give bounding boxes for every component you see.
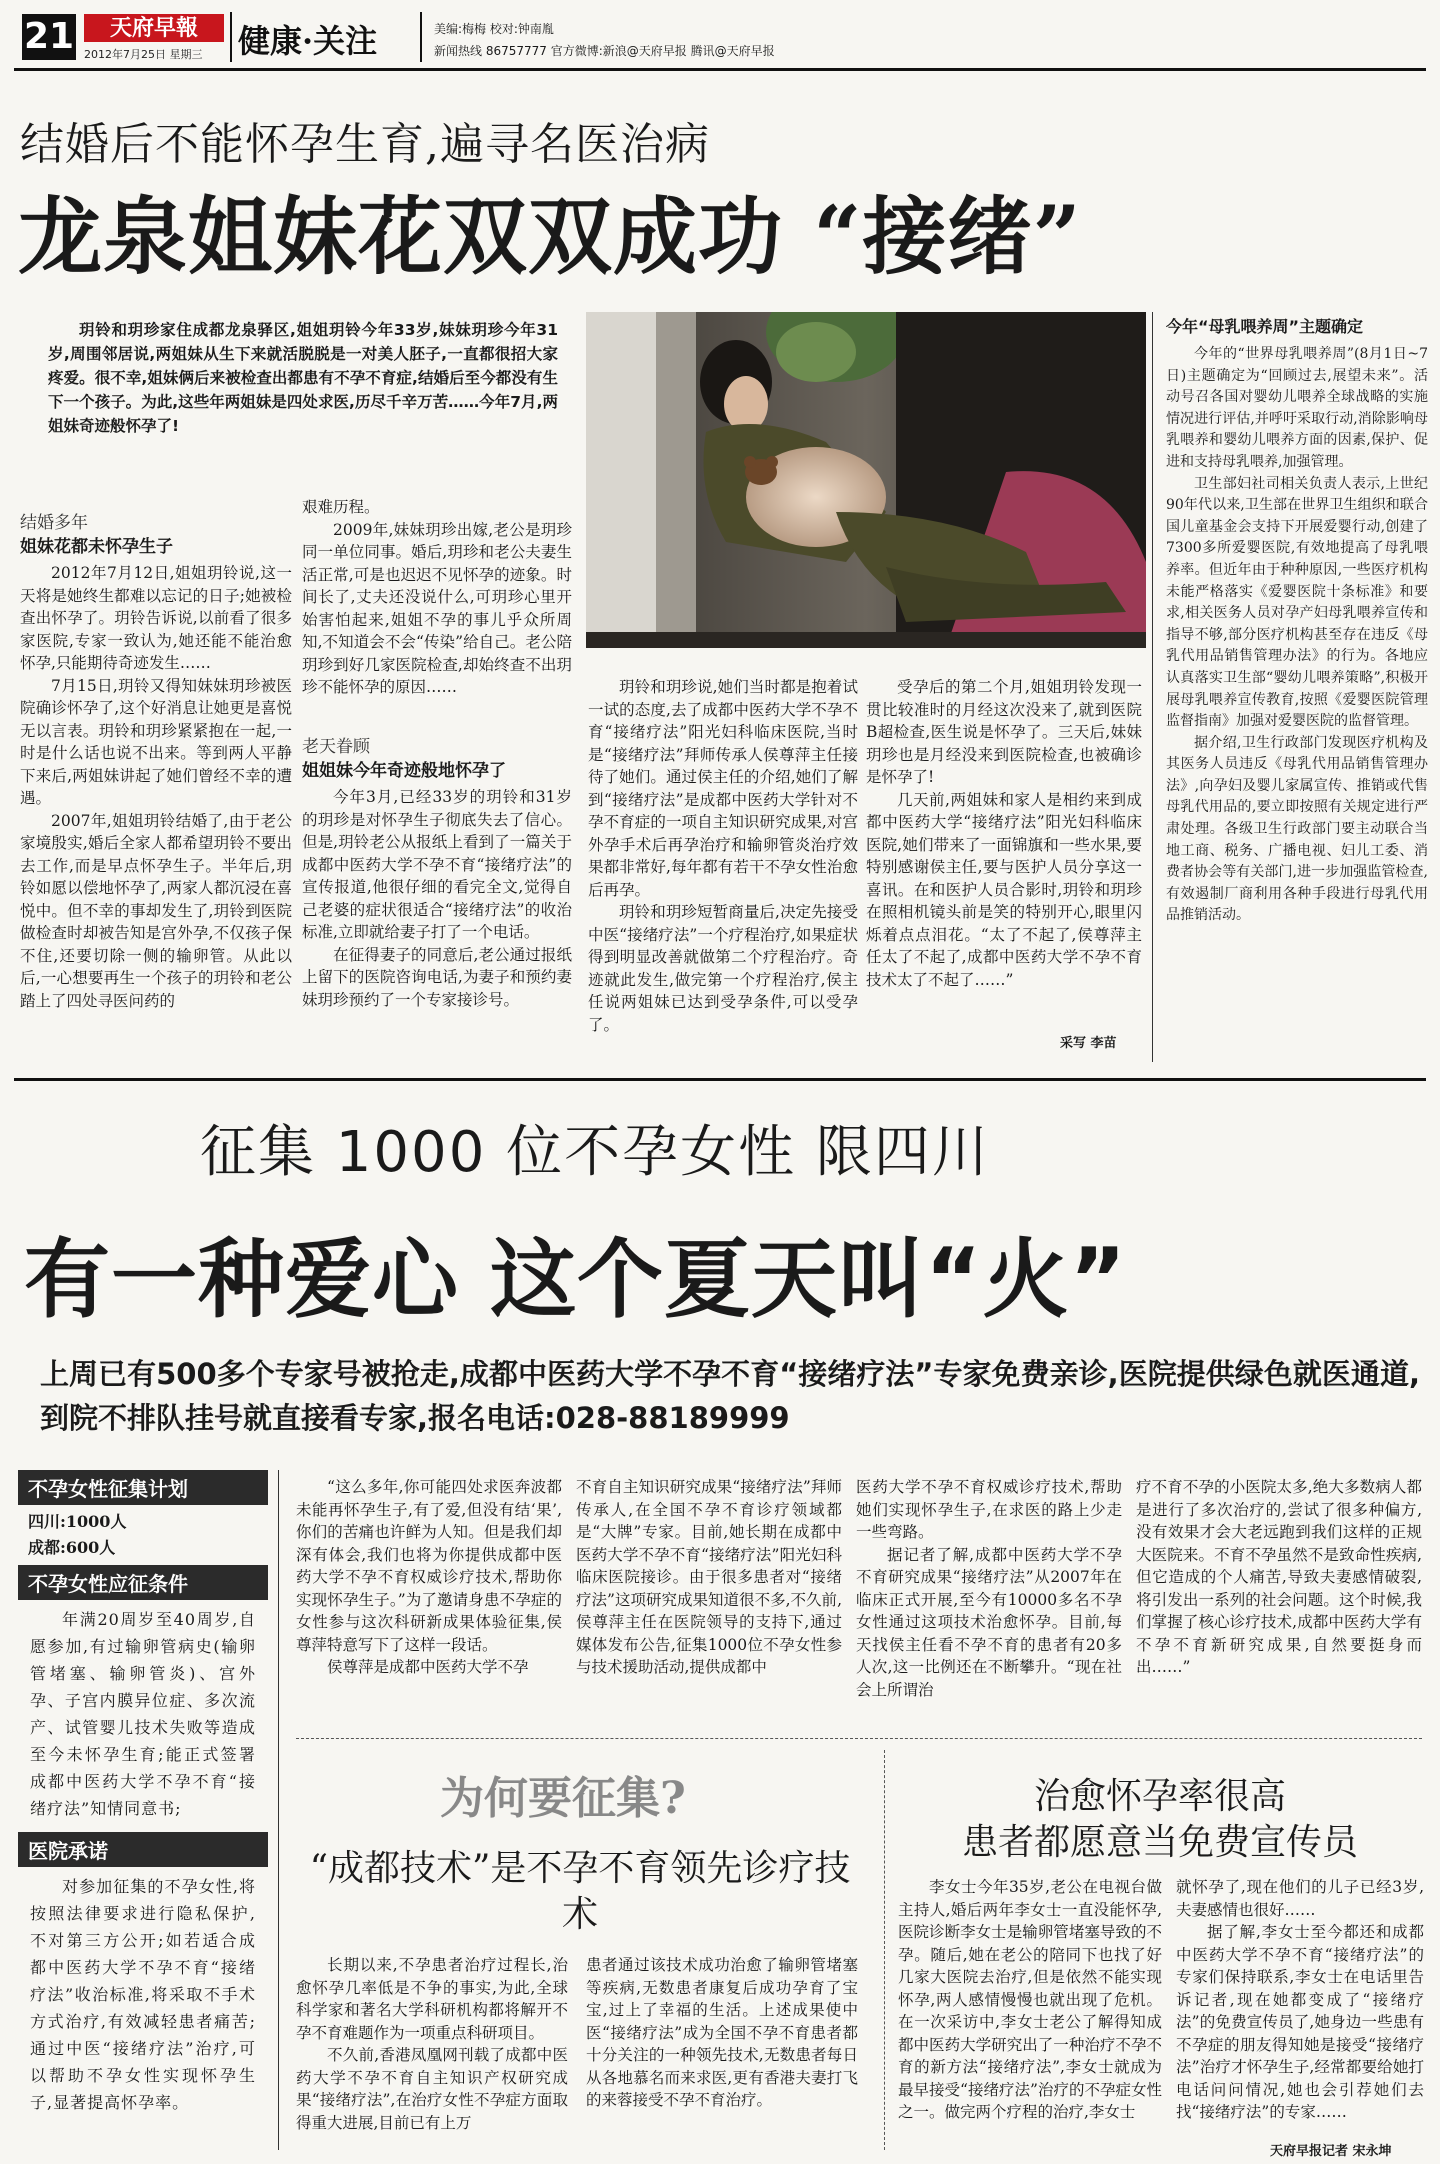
column-divider [278,1470,279,2150]
section-title: 健康·关注 [238,22,378,60]
article-headline: 龙泉姐妹花双双成功 “接绪” [18,187,1082,286]
why-subtitle: “成都技术”是不孕不育领先诊疗技术 [309,1848,851,1935]
sidebar-title: 今年“母乳喂养周”主题确定 [1166,317,1364,336]
paragraph: 卫生部妇社司相关负责人表示,上世纪90年代以来,卫生部在世界卫生组织和联合国儿童基金会支持下开展爱婴行动,创建了7300多所爱婴医院,有效地提高了母乳喂养率。但近年由于种种原因,一些医疗机构未能严格落实《爱婴医院十条标准》和要求,相关医务人员对孕产妇母乳喂养宣传和指导不够,部分医疗机构甚至存在违反《母乳代用品销售管理办法》的行为。各地应认真落实卫生部“婴幼儿喂养策略”,积极开展母乳喂养宣传教育,按照《爱婴医院管理监督指南》加强对爱婴医院的监督管理。 [1166,475,1428,730]
cure-title-line: 治愈怀孕率很高 [1033,1776,1286,1817]
paragraph: 受孕后的第二个月,姐姐玥铃发现一贯比较准时的月经这次没来了,就到医院B超检查,医生说是怀孕了。三天后,妹妹玥珍也是月经没来到医院检查,也被确诊是怀孕了! [866,678,1142,786]
newspaper-logo: 天府早報 [84,14,224,42]
paragraph: 医药大学不孕不育权威诊疗技术,帮助她们实现怀孕生子,在求医的路上少走一些弯路。 [856,1478,1122,1541]
plan-box-title: 不孕女性征集计划 [18,1470,268,1505]
header-divider [230,12,232,62]
article-column [302,786,572,1011]
section-label: 结婚多年 [20,513,88,533]
sidebar-body [1166,344,1428,927]
section-rule [14,1078,1426,1081]
paragraph: 在征得妻子的同意后,老公通过报纸上留下的医院咨询电话,为妻子和预约妻妹玥珍预约了一个专家接诊号。 [302,945,572,1009]
paragraph: 今年3月,已经33岁的玥铃和31岁的玥珍是对怀孕生子彻底失去了信心。但是,玥铃老公从报纸上看到了一篇关于成都中医药大学不孕不育“接绪疗法”的宣传报道,他很仔细的看完全文,觉得自己老婆的症状很适合“接绪疗法”的收治标准,立即就给妻子打了一个电话。 [302,788,572,941]
paragraph: 2012年7月12日,姐姐玥铃说,这一天将是她终生都难以忘记的日子;她被检查出怀孕了。玥铃告诉说,以前看了很多家医院,专家一致认为,她还能不能治愈怀孕,只能期待奇迹发生…… [20,564,292,672]
paragraph: 不育自主知识研究成果“接绪疗法”拜师传承人,在全国不孕不育诊疗领域都是“大牌”专家。目前,她长期在成都中医药大学不孕不育“接绪疗法”阳光妇科临床医院接诊。由于很多患者对“接绪疗法”这项研究成果知道很不多,不久前,侯尊萍主任在医院领导的支持下,通过媒体发布公告,征集1000位不孕女性参与技术援助活动,提供成都中 [576,1478,842,1676]
paragraph: 患者通过该技术成功治愈了输卵管堵塞等疾病,无数患者康复后成功孕育了宝宝,过上了幸福的生活。上述成果使中医“接绪疗法”成为全国不孕不育患者都十分关注的一种领先技术,无数患者每日从各地慕名而来求医,更有香港夫妻打飞的来蓉接受不孕不育治疗。 [586,1956,858,2109]
article-column [20,562,292,1012]
news-hotline: 新闻热线 86757777 官方微博:新浪@天府早报 腾讯@天府早报 [434,44,775,58]
cure-column [1176,1876,1424,2124]
paragraph: 就怀孕了,现在他们的儿子已经3岁,夫妻感情也很好…… [1176,1878,1424,1919]
why-column [586,1954,858,2112]
paragraph: 7月15日,玥铃又得知妹妹玥珍被医院确诊怀孕了,这个好消息让她更是喜悦无以言表。玥铃和玥珍紧紧抱在一起,一时是什么话也说不出来。等到两人平静下来后,两姐妹讲起了她们曾经不幸的遭遇。 [20,676,292,807]
why-title: 为何要征集? [440,1773,686,1824]
byline: 天府早报记者 宋永坤 [1270,2144,1392,2159]
paragraph: 艰难历程。 [302,498,380,516]
conditions-box-title: 不孕女性应征条件 [18,1565,268,1600]
section-heading: 姐姐妹今年奇迹般地怀孕了 [302,761,506,781]
header-rule [14,68,1426,71]
recruit-sidebar [18,1470,268,2122]
paragraph: “这么多年,你可能四处求医奔波都未能再怀孕生子,有了爱,但没有结‘果’,你们的苦痛也许鲜为人知。但是我们却深有体会,我们也将为你提供成都中医药大学不孕不育权威诊疗技术,帮助你实现怀孕生子。”为了邀请身患不孕症的女性参与这次科研新成果体验征集,侯尊萍特意写下了这样一段话。 [296,1478,562,1654]
feature-kicker: 征集 1000 位不孕女性 限四川 [200,1120,990,1185]
editor-credits: 美编:梅梅 校对:钟南胤 [434,22,554,36]
column-divider [884,1750,885,2150]
plan-line: 四川:1000人 [28,1512,127,1531]
feature-column [296,1476,562,1679]
promise-box-title: 医院承诺 [18,1832,268,1867]
article-column [588,676,858,1036]
paragraph: 玥铃和玥珍短暂商量后,决定先接受中医“接绪疗法”一个疗程治疗,如果症状得到明显改善就做第二个疗程治疗。奇迹就此发生,做完第一个疗程治疗,侯主任说两姐妹已达到受孕条件,可以受孕了。 [588,903,858,1034]
article-column [866,676,1142,991]
header-divider [420,12,422,62]
page-header [14,6,1426,68]
paragraph: 2009年,妹妹玥珍出嫁,老公是玥珍同一单位同事。婚后,玥珍和老公夫妻生活正常,可是也迟迟不见怀孕的迹象。时间长了,丈夫还没说什么,可玥珍心里开始害怕起来,姐姐不孕的事儿乎众所周知,不知道会不会“传染”给自己。老公陪玥珍到好几家医院检查,却始终查不出玥珍不能怀孕的原因…… [302,520,572,696]
article-subtitle: 结婚后不能怀孕生育,遍寻名医治病 [20,119,710,170]
paragraph: 疗不育不孕的小医院太多,绝大多数病人都是进行了多次治疗的,尝试了很多种偏方,没有效果才会大老远跑到我们这样的正规大医院来。不育不孕虽然不是致命性疾病,但它造成的个人痛苦,导致夫妻感情破裂,将引发出一系列的社会问题。这个时候,我们掌握了核心诊疗技术,成都中医药大学有不孕不育新研究成果,自然要挺身而出……” [1136,1478,1422,1676]
plan-box-body [18,1505,268,1565]
why-column [296,1954,568,2134]
issue-date: 2012年7月25日 星期三 [84,48,203,61]
section-label: 老天眷顾 [302,737,370,757]
paragraph: 今年的“世界母乳喂养周”(8月1日~7日)主题确定为“回顾过去,展望未来”。活动号召各国对婴幼儿喂养全球战略的实施情况进行评估,并呼吁采取行动,消除影响母乳喂养和婴幼儿喂养方面的因素,保护、促进和支持母乳喂养,加强管理。 [1166,346,1428,470]
paragraph: 几天前,两姐妹和家人是相约来到成都中医药大学“接绪疗法”阳光妇科临床医院,她们带来了一面锦旗和一些水果,要特别感谢侯主任,要与医护人员分享这一喜讯。在和医护人员合影时,玥铃和玥珍在照相机镜头前是笑的特别开心,眼里闪烁着点点泪花。“太了不起了,侯尊萍主任太了不起了,成都中医药大学不孕不育技术太了不起了……” [866,790,1142,989]
feature-column [1136,1476,1422,1679]
paragraph: 李女士今年35岁,老公在电视台做主持人,婚后两年李女士一直没能怀孕,医院诊断李女士是输卵管堵塞导致的不孕。随后,她在老公的陪同下也找了好几家大医院去治疗,但是依然不能实现怀孕,两人感情慢慢也就出现了危机。在一次采访中,李女士老公了解得知成都中医药大学研究出了一种治疗不孕不育的新方法“接绪疗法”,李女士就成为最早接受“接绪疗法”治疗的不孕症女性之一。做完两个疗程的治疗,李女士 [898,1878,1162,2121]
feature-headline: 有一种爱心 这个夏天叫“火” [24,1230,1127,1330]
cure-column [898,1876,1162,2124]
page-number: 21 [22,14,76,60]
plan-line: 成都:600人 [28,1538,116,1557]
column-divider [1152,312,1153,1062]
cure-title [900,1774,1420,1866]
paragraph: 据介绍,卫生行政部门发现医疗机构及其医务人员违反《母乳代用品销售管理办法》,向孕妇及婴儿家属宣传、推销或代售母乳代用品的,要立即按照有关规定进行严肃处理。各级卫生行政部门要主动联合当地工商、税务、广播电视、妇儿工委、消费者协会等有关部门,进一步加强监管检查,有效遏制厂商利用各种手段进行母乳代用品推销活动。 [1166,734,1428,924]
article-lead: 玥铃和玥珍家住成都龙泉驿区,姐姐玥铃今年33岁,妹妹玥珍今年31岁,周围邻居说,两姐妹从生下来就活脱脱是一对美人胚子,一直都很招大家疼爱。很不幸,姐妹俩后来被检查出都患有不孕不育症,结婚后至今都没有生下一个孩子。为此,这些年两姐妹是四处求医,历尽千辛万苦……今年7月,两姐妹奇迹般怀孕了! [48,321,558,435]
paragraph: 2007年,姐姐玥铃结婚了,由于老公家境殷实,婚后全家人都希望玥铃不要出去工作,而是早点怀孕生子。半年后,玥铃如愿以偿地怀孕了,两家人都沉浸在喜悦中。但不幸的事却发生了,玥铃到医院做检查时却被告知是宫外孕,不仅孩子保不住,还要切除一侧的输卵管。从此以后,一心想要再生一个孩子的玥铃和老公踏上了四处寻医问药的 [20,811,292,1010]
promise-box-body: 对参加征集的不孕女性,将按照法律要求进行隐私保护,不对第三方公开;如若适合成都中医药大学不孕不育“接绪疗法”收治标准,将采取不手术方式治疗,有效减轻患者痛苦;通过中医“接绪疗法”治疗,可以帮助不孕女性实现怀孕生子,显著提高怀孕率。 [30,1877,256,2112]
paragraph: 侯尊萍是成都中医药大学不孕 [327,1658,529,1676]
paragraph: 据记者了解,成都中医药大学不孕不育研究成果“接绪疗法”从2007年在临床正式开展,至今有10000多名不孕女性通过这项技术治愈怀孕。目前,每天找侯主任看不孕不育的患者有20多人次,这一比例还在不断攀升。“现在社会上所谓治 [856,1545,1122,1699]
byline: 采写 李苗 [1060,1036,1117,1051]
paragraph: 据了解,李女士至今都还和成都中医药大学不孕不育“接绪疗法”的专家们保持联系,李女士在电话里告诉记者,现在她都变成了“接绪疗法”的免费宣传员了,她身边一些患有不孕症的朋友得知她是接受“接绪疗法”治疗才怀孕生子,经常都要给她打电话问问情况,她也会引荐她们去找“接绪疗法”的专家…… [1176,1923,1424,2121]
dashed-divider [296,1738,1422,1739]
pregnant-woman-photo [586,312,1146,648]
conditions-box-body: 年满20周岁至40周岁,自愿参加,有过输卵管病史(输卵管堵塞、输卵管炎)、宫外孕、子宫内膜异位症、多次流产、试管婴儿技术失败等造成至今未怀孕生育;能正式签署成都中医药大学不孕不育“接绪疗法”知情同意书; [30,1610,256,1818]
feature-lead: 上周已有500多个专家号被抢走,成都中医药大学不孕不育“接绪疗法”专家免费亲诊,医院提供绿色就医通道,到院不排队挂号就直接看专家,报名电话:028-88189999 [40,1357,1420,1435]
paragraph: 不久前,香港凤凰网刊载了成都中医药大学不孕不育自主知识产权研究成果“接绪疗法”,在治疗女性不孕症方面取得重大进展,目前已有上万 [296,2046,568,2132]
cure-subtitle: 患者都愿意当免费宣传员 [961,1822,1358,1863]
feature-column [576,1476,842,1679]
paragraph: 长期以来,不孕患者治疗过程长,治愈怀孕几率低是不争的事实,为此,全球科学家和著名大学科研机构都将解开不孕不育难题作为一项重点科研项目。 [296,1956,568,2042]
article-photo [586,312,1146,648]
section-heading: 姐妹花都未怀孕生子 [20,537,173,557]
article-column [302,496,572,699]
feature-column [856,1476,1122,1701]
paragraph: 玥铃和玥珍说,她们当时都是抱着试一试的态度,去了成都中医药大学不孕不育“接绪疗法”阳光妇科临床医院,当时是“接绪疗法”拜师传承人侯尊萍主任接待了她们。通过侯主任的介绍,她们了解到“接绪疗法”是成都中医药大学针对不孕不育症的一项自主知识研究成果,对宫外孕手术后再孕治疗和输卵管炎治疗效果都非常好,每年都有若干不孕女性治愈后再孕。 [588,678,858,899]
